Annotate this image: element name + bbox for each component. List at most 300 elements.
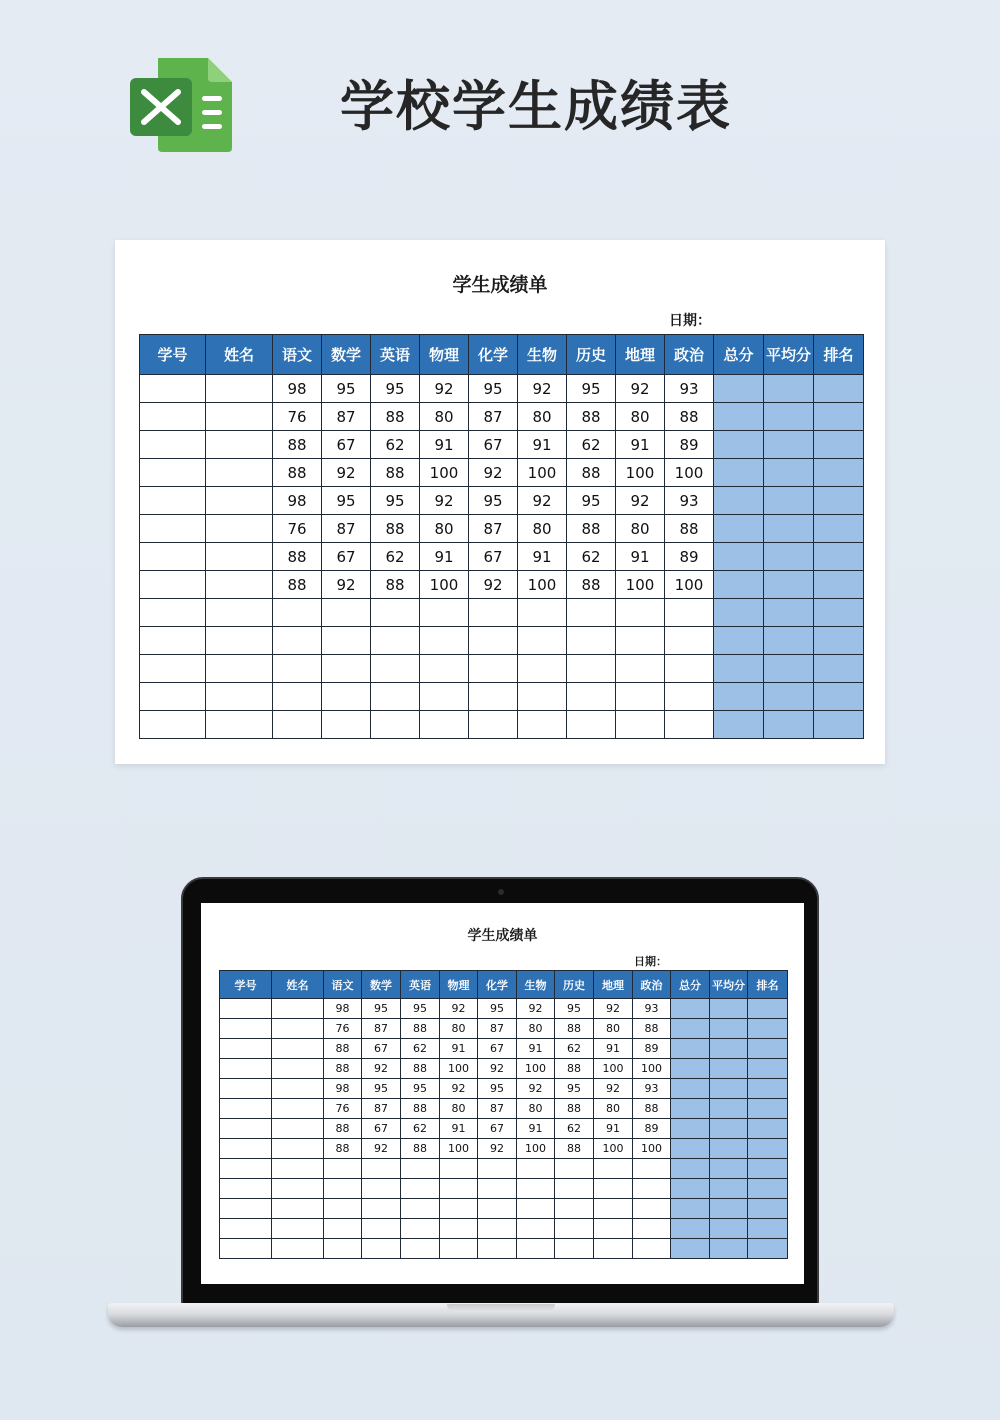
mini-table-cell[interactable]	[671, 1079, 710, 1099]
table-cell[interactable]	[140, 459, 206, 487]
mini-table-cell[interactable]	[272, 1219, 324, 1239]
table-cell[interactable]	[206, 571, 273, 599]
mini-table-cell[interactable]	[710, 999, 748, 1019]
table-cell[interactable]: 87	[322, 403, 371, 431]
mini-table-cell[interactable]: 95	[555, 1079, 594, 1099]
table-cell[interactable]: 91	[518, 543, 567, 571]
table-cell[interactable]	[764, 711, 814, 739]
mini-table-cell[interactable]: 93	[633, 1079, 671, 1099]
mini-table-cell[interactable]	[671, 1059, 710, 1079]
table-cell[interactable]: 100	[616, 459, 665, 487]
mini-table-cell[interactable]	[478, 1239, 517, 1259]
table-cell[interactable]	[206, 431, 273, 459]
mini-table-cell[interactable]: 88	[555, 1059, 594, 1079]
mini-table-cell[interactable]: 100	[440, 1059, 478, 1079]
mini-table-cell[interactable]: 100	[594, 1059, 633, 1079]
mini-table-cell[interactable]	[594, 1219, 633, 1239]
mini-table-cell[interactable]	[220, 1159, 272, 1179]
mini-table-cell[interactable]: 92	[478, 1139, 517, 1159]
mini-table-cell[interactable]	[748, 1219, 788, 1239]
mini-table-cell[interactable]	[633, 1219, 671, 1239]
table-cell[interactable]: 95	[322, 375, 371, 403]
mini-table-cell[interactable]: 100	[517, 1139, 555, 1159]
table-cell[interactable]: 88	[665, 515, 714, 543]
table-cell[interactable]: 62	[371, 431, 420, 459]
table-cell[interactable]	[665, 683, 714, 711]
mini-table-cell[interactable]	[440, 1199, 478, 1219]
mini-table-cell[interactable]: 92	[517, 999, 555, 1019]
table-cell[interactable]	[273, 627, 322, 655]
mini-table-cell[interactable]	[555, 1219, 594, 1239]
table-cell[interactable]	[714, 571, 764, 599]
mini-table-cell[interactable]: 95	[401, 1079, 440, 1099]
mini-table-cell[interactable]	[272, 1079, 324, 1099]
table-cell[interactable]	[616, 683, 665, 711]
table-cell[interactable]	[814, 515, 864, 543]
mini-table-cell[interactable]	[478, 1159, 517, 1179]
table-cell[interactable]: 91	[420, 543, 469, 571]
mini-table-cell[interactable]	[362, 1179, 401, 1199]
table-cell[interactable]	[469, 655, 518, 683]
mini-table-cell[interactable]: 91	[440, 1039, 478, 1059]
mini-table-cell[interactable]	[272, 999, 324, 1019]
table-cell[interactable]: 93	[665, 375, 714, 403]
mini-table-cell[interactable]: 100	[633, 1139, 671, 1159]
table-cell[interactable]	[714, 375, 764, 403]
table-cell[interactable]	[273, 683, 322, 711]
table-cell[interactable]	[140, 683, 206, 711]
table-cell[interactable]: 88	[567, 515, 616, 543]
mini-table-cell[interactable]: 62	[555, 1039, 594, 1059]
mini-table-cell[interactable]	[633, 1239, 671, 1259]
table-cell[interactable]	[764, 599, 814, 627]
mini-table-cell[interactable]: 62	[401, 1119, 440, 1139]
mini-table-cell[interactable]	[671, 1039, 710, 1059]
table-cell[interactable]	[140, 543, 206, 571]
table-cell[interactable]	[567, 599, 616, 627]
mini-table-cell[interactable]	[710, 1019, 748, 1039]
table-cell[interactable]: 98	[273, 375, 322, 403]
table-cell[interactable]	[616, 599, 665, 627]
table-cell[interactable]: 100	[665, 571, 714, 599]
table-cell[interactable]: 88	[567, 459, 616, 487]
table-cell[interactable]: 87	[469, 515, 518, 543]
mini-table-cell[interactable]	[671, 999, 710, 1019]
mini-table-cell[interactable]: 87	[478, 1099, 517, 1119]
mini-table-cell[interactable]: 88	[555, 1019, 594, 1039]
mini-table-cell[interactable]	[517, 1199, 555, 1219]
table-cell[interactable]	[322, 683, 371, 711]
mini-table-cell[interactable]: 95	[401, 999, 440, 1019]
table-cell[interactable]: 88	[273, 543, 322, 571]
table-cell[interactable]	[714, 403, 764, 431]
table-cell[interactable]: 95	[371, 375, 420, 403]
mini-table-cell[interactable]	[220, 1079, 272, 1099]
table-cell[interactable]	[206, 627, 273, 655]
mini-table-cell[interactable]: 100	[594, 1139, 633, 1159]
mini-table-cell[interactable]: 89	[633, 1039, 671, 1059]
table-cell[interactable]: 88	[273, 571, 322, 599]
mini-table-cell[interactable]	[748, 1119, 788, 1139]
mini-table-cell[interactable]: 80	[440, 1099, 478, 1119]
mini-table-cell[interactable]: 80	[517, 1019, 555, 1039]
table-cell[interactable]	[140, 711, 206, 739]
table-cell[interactable]: 88	[371, 403, 420, 431]
mini-table-cell[interactable]	[633, 1159, 671, 1179]
table-cell[interactable]	[322, 711, 371, 739]
table-cell[interactable]	[140, 375, 206, 403]
table-cell[interactable]	[518, 655, 567, 683]
table-cell[interactable]	[371, 683, 420, 711]
table-cell[interactable]	[206, 403, 273, 431]
table-cell[interactable]: 91	[616, 543, 665, 571]
table-cell[interactable]	[420, 627, 469, 655]
table-cell[interactable]	[665, 599, 714, 627]
table-cell[interactable]	[420, 655, 469, 683]
table-cell[interactable]: 95	[371, 487, 420, 515]
mini-table-cell[interactable]	[748, 1039, 788, 1059]
table-cell[interactable]	[714, 515, 764, 543]
table-cell[interactable]: 67	[322, 431, 371, 459]
mini-table-cell[interactable]: 93	[633, 999, 671, 1019]
table-cell[interactable]	[420, 683, 469, 711]
table-cell[interactable]	[764, 543, 814, 571]
mini-table-cell[interactable]	[594, 1179, 633, 1199]
mini-table-cell[interactable]	[748, 1199, 788, 1219]
mini-table-cell[interactable]	[362, 1219, 401, 1239]
table-cell[interactable]: 88	[567, 403, 616, 431]
mini-table-cell[interactable]	[671, 1239, 710, 1259]
mini-table-cell[interactable]: 98	[324, 1079, 362, 1099]
mini-table-cell[interactable]: 92	[517, 1079, 555, 1099]
table-cell[interactable]	[518, 599, 567, 627]
table-cell[interactable]	[814, 655, 864, 683]
table-cell[interactable]	[764, 571, 814, 599]
mini-table-cell[interactable]	[220, 1099, 272, 1119]
mini-table-cell[interactable]	[272, 1059, 324, 1079]
table-cell[interactable]: 100	[665, 459, 714, 487]
table-cell[interactable]	[764, 515, 814, 543]
table-cell[interactable]	[140, 515, 206, 543]
table-cell[interactable]	[140, 403, 206, 431]
mini-table-cell[interactable]	[517, 1179, 555, 1199]
table-cell[interactable]	[206, 543, 273, 571]
mini-table-cell[interactable]: 100	[517, 1059, 555, 1079]
mini-table-cell[interactable]: 91	[517, 1039, 555, 1059]
table-cell[interactable]: 80	[518, 403, 567, 431]
mini-table-cell[interactable]	[324, 1179, 362, 1199]
mini-table-cell[interactable]: 95	[362, 1079, 401, 1099]
mini-table-cell[interactable]	[710, 1139, 748, 1159]
mini-table-cell[interactable]	[517, 1239, 555, 1259]
table-cell[interactable]	[714, 627, 764, 655]
mini-table-cell[interactable]	[478, 1219, 517, 1239]
mini-table-cell[interactable]: 67	[478, 1119, 517, 1139]
table-cell[interactable]	[764, 431, 814, 459]
table-cell[interactable]	[814, 599, 864, 627]
mini-table-cell[interactable]	[272, 1159, 324, 1179]
mini-table-cell[interactable]	[478, 1199, 517, 1219]
mini-table-cell[interactable]	[220, 1179, 272, 1199]
mini-table-cell[interactable]	[362, 1199, 401, 1219]
mini-table-cell[interactable]	[324, 1239, 362, 1259]
table-cell[interactable]	[140, 627, 206, 655]
mini-table-cell[interactable]	[710, 1159, 748, 1179]
mini-table-cell[interactable]	[555, 1179, 594, 1199]
mini-table-cell[interactable]: 80	[594, 1019, 633, 1039]
table-cell[interactable]: 100	[420, 571, 469, 599]
table-cell[interactable]	[469, 711, 518, 739]
mini-table-cell[interactable]	[220, 1139, 272, 1159]
table-cell[interactable]	[616, 711, 665, 739]
mini-table-cell[interactable]: 95	[362, 999, 401, 1019]
table-cell[interactable]	[764, 627, 814, 655]
table-cell[interactable]: 95	[567, 487, 616, 515]
table-cell[interactable]: 80	[518, 515, 567, 543]
mini-table-cell[interactable]	[401, 1219, 440, 1239]
table-cell[interactable]: 92	[420, 375, 469, 403]
mini-table-cell[interactable]: 92	[478, 1059, 517, 1079]
mini-table-cell[interactable]: 80	[517, 1099, 555, 1119]
table-cell[interactable]	[140, 571, 206, 599]
mini-table-cell[interactable]	[272, 1239, 324, 1259]
table-cell[interactable]: 88	[273, 459, 322, 487]
table-cell[interactable]: 88	[567, 571, 616, 599]
mini-table-cell[interactable]	[710, 1079, 748, 1099]
mini-table-cell[interactable]: 95	[555, 999, 594, 1019]
table-cell[interactable]	[140, 487, 206, 515]
table-cell[interactable]	[371, 627, 420, 655]
mini-table-cell[interactable]	[748, 1059, 788, 1079]
mini-table-cell[interactable]: 92	[362, 1059, 401, 1079]
table-cell[interactable]	[469, 627, 518, 655]
table-cell[interactable]	[420, 599, 469, 627]
mini-table-cell[interactable]: 91	[594, 1119, 633, 1139]
table-cell[interactable]	[814, 459, 864, 487]
mini-table-cell[interactable]: 67	[362, 1119, 401, 1139]
mini-table-cell[interactable]: 88	[324, 1119, 362, 1139]
mini-table-cell[interactable]	[272, 1179, 324, 1199]
mini-table-cell[interactable]: 88	[401, 1019, 440, 1039]
table-cell[interactable]: 88	[665, 403, 714, 431]
table-cell[interactable]: 80	[616, 515, 665, 543]
table-cell[interactable]	[764, 375, 814, 403]
mini-table-cell[interactable]: 98	[324, 999, 362, 1019]
mini-table-cell[interactable]	[220, 1199, 272, 1219]
mini-table-cell[interactable]	[748, 1239, 788, 1259]
table-cell[interactable]: 92	[518, 375, 567, 403]
mini-table-cell[interactable]	[748, 999, 788, 1019]
mini-table-cell[interactable]: 91	[440, 1119, 478, 1139]
table-cell[interactable]: 80	[420, 403, 469, 431]
mini-table-cell[interactable]: 88	[633, 1019, 671, 1039]
table-cell[interactable]	[206, 375, 273, 403]
mini-table-cell[interactable]	[671, 1159, 710, 1179]
table-cell[interactable]: 100	[518, 459, 567, 487]
mini-table-cell[interactable]: 91	[594, 1039, 633, 1059]
mini-table-cell[interactable]	[401, 1179, 440, 1199]
table-cell[interactable]	[567, 627, 616, 655]
mini-table-cell[interactable]	[555, 1199, 594, 1219]
mini-table-cell[interactable]	[671, 1219, 710, 1239]
table-cell[interactable]	[714, 431, 764, 459]
table-cell[interactable]	[518, 711, 567, 739]
mini-table-cell[interactable]	[272, 1119, 324, 1139]
table-cell[interactable]: 88	[273, 431, 322, 459]
table-cell[interactable]: 95	[322, 487, 371, 515]
mini-table-cell[interactable]	[220, 1219, 272, 1239]
table-cell[interactable]: 93	[665, 487, 714, 515]
mini-table-cell[interactable]: 87	[362, 1099, 401, 1119]
mini-table-cell[interactable]	[633, 1199, 671, 1219]
mini-table-cell[interactable]: 91	[517, 1119, 555, 1139]
mini-table-cell[interactable]	[748, 1019, 788, 1039]
mini-table-cell[interactable]: 92	[440, 999, 478, 1019]
table-cell[interactable]: 80	[420, 515, 469, 543]
mini-table-cell[interactable]	[671, 1179, 710, 1199]
mini-table-cell[interactable]	[401, 1199, 440, 1219]
mini-table-cell[interactable]: 80	[440, 1019, 478, 1039]
mini-table-cell[interactable]	[710, 1179, 748, 1199]
mini-table-cell[interactable]	[748, 1079, 788, 1099]
table-cell[interactable]	[714, 599, 764, 627]
mini-table-cell[interactable]: 88	[555, 1099, 594, 1119]
table-cell[interactable]	[616, 627, 665, 655]
table-cell[interactable]: 95	[469, 487, 518, 515]
mini-table-cell[interactable]: 88	[401, 1139, 440, 1159]
mini-table-cell[interactable]: 62	[555, 1119, 594, 1139]
mini-table-cell[interactable]	[748, 1099, 788, 1119]
table-cell[interactable]: 62	[371, 543, 420, 571]
mini-table-cell[interactable]	[555, 1159, 594, 1179]
table-cell[interactable]	[273, 599, 322, 627]
table-cell[interactable]	[814, 683, 864, 711]
mini-table-cell[interactable]: 88	[324, 1139, 362, 1159]
table-cell[interactable]	[714, 459, 764, 487]
mini-table-cell[interactable]	[220, 1119, 272, 1139]
mini-table-cell[interactable]: 76	[324, 1019, 362, 1039]
table-cell[interactable]	[371, 655, 420, 683]
mini-table-cell[interactable]	[710, 1199, 748, 1219]
mini-table-cell[interactable]	[517, 1159, 555, 1179]
table-cell[interactable]	[206, 655, 273, 683]
table-cell[interactable]: 76	[273, 515, 322, 543]
mini-table-cell[interactable]	[671, 1099, 710, 1119]
table-cell[interactable]	[665, 627, 714, 655]
table-cell[interactable]: 62	[567, 543, 616, 571]
table-cell[interactable]: 91	[420, 431, 469, 459]
table-cell[interactable]	[665, 655, 714, 683]
table-cell[interactable]	[814, 431, 864, 459]
table-cell[interactable]	[814, 487, 864, 515]
table-cell[interactable]: 92	[322, 571, 371, 599]
table-cell[interactable]: 92	[469, 459, 518, 487]
mini-table-cell[interactable]: 88	[401, 1059, 440, 1079]
table-cell[interactable]	[814, 627, 864, 655]
mini-table-cell[interactable]: 95	[478, 999, 517, 1019]
mini-table-cell[interactable]	[440, 1239, 478, 1259]
mini-table-cell[interactable]	[671, 1119, 710, 1139]
mini-table-cell[interactable]: 67	[362, 1039, 401, 1059]
mini-table-cell[interactable]	[220, 1059, 272, 1079]
table-cell[interactable]: 62	[567, 431, 616, 459]
mini-table-cell[interactable]: 100	[440, 1139, 478, 1159]
table-cell[interactable]	[518, 627, 567, 655]
mini-table-cell[interactable]	[671, 1139, 710, 1159]
table-cell[interactable]	[273, 655, 322, 683]
table-cell[interactable]	[665, 711, 714, 739]
mini-table-cell[interactable]	[710, 1059, 748, 1079]
mini-table-cell[interactable]	[478, 1179, 517, 1199]
mini-table-cell[interactable]: 80	[594, 1099, 633, 1119]
mini-table-cell[interactable]	[748, 1139, 788, 1159]
table-cell[interactable]	[714, 487, 764, 515]
table-cell[interactable]: 92	[616, 375, 665, 403]
mini-table-cell[interactable]	[671, 1019, 710, 1039]
table-cell[interactable]	[469, 683, 518, 711]
table-cell[interactable]	[322, 627, 371, 655]
table-cell[interactable]	[814, 711, 864, 739]
table-cell[interactable]: 92	[518, 487, 567, 515]
mini-table-cell[interactable]	[272, 1039, 324, 1059]
table-cell[interactable]: 89	[665, 431, 714, 459]
mini-table-cell[interactable]	[272, 1139, 324, 1159]
table-cell[interactable]	[371, 711, 420, 739]
mini-table-cell[interactable]: 100	[633, 1059, 671, 1079]
table-cell[interactable]	[567, 711, 616, 739]
mini-table-cell[interactable]	[220, 1019, 272, 1039]
mini-table-cell[interactable]	[748, 1179, 788, 1199]
table-cell[interactable]: 88	[371, 459, 420, 487]
mini-table-cell[interactable]: 76	[324, 1099, 362, 1119]
table-cell[interactable]: 80	[616, 403, 665, 431]
mini-table-cell[interactable]: 95	[478, 1079, 517, 1099]
mini-table-cell[interactable]: 88	[324, 1039, 362, 1059]
table-cell[interactable]: 67	[469, 431, 518, 459]
table-cell[interactable]	[814, 571, 864, 599]
table-cell[interactable]	[616, 655, 665, 683]
mini-table-cell[interactable]: 87	[362, 1019, 401, 1039]
table-cell[interactable]	[206, 683, 273, 711]
table-cell[interactable]	[206, 459, 273, 487]
table-cell[interactable]	[140, 431, 206, 459]
table-cell[interactable]: 76	[273, 403, 322, 431]
mini-table-cell[interactable]: 92	[440, 1079, 478, 1099]
table-cell[interactable]	[764, 459, 814, 487]
table-cell[interactable]: 100	[420, 459, 469, 487]
mini-table-cell[interactable]	[710, 1099, 748, 1119]
table-cell[interactable]: 88	[371, 515, 420, 543]
table-cell[interactable]	[469, 599, 518, 627]
mini-table-cell[interactable]: 89	[633, 1119, 671, 1139]
table-cell[interactable]: 95	[469, 375, 518, 403]
mini-table-cell[interactable]	[594, 1239, 633, 1259]
mini-table-cell[interactable]: 92	[594, 1079, 633, 1099]
table-cell[interactable]	[206, 599, 273, 627]
mini-table-cell[interactable]	[324, 1219, 362, 1239]
table-cell[interactable]	[567, 683, 616, 711]
mini-table-cell[interactable]	[594, 1159, 633, 1179]
mini-table-cell[interactable]	[555, 1239, 594, 1259]
table-cell[interactable]	[420, 711, 469, 739]
table-cell[interactable]	[764, 403, 814, 431]
mini-table-cell[interactable]	[324, 1199, 362, 1219]
mini-table-cell[interactable]	[220, 999, 272, 1019]
mini-table-cell[interactable]	[272, 1199, 324, 1219]
mini-table-cell[interactable]: 88	[633, 1099, 671, 1119]
table-cell[interactable]	[322, 599, 371, 627]
mini-table-cell[interactable]	[710, 1119, 748, 1139]
